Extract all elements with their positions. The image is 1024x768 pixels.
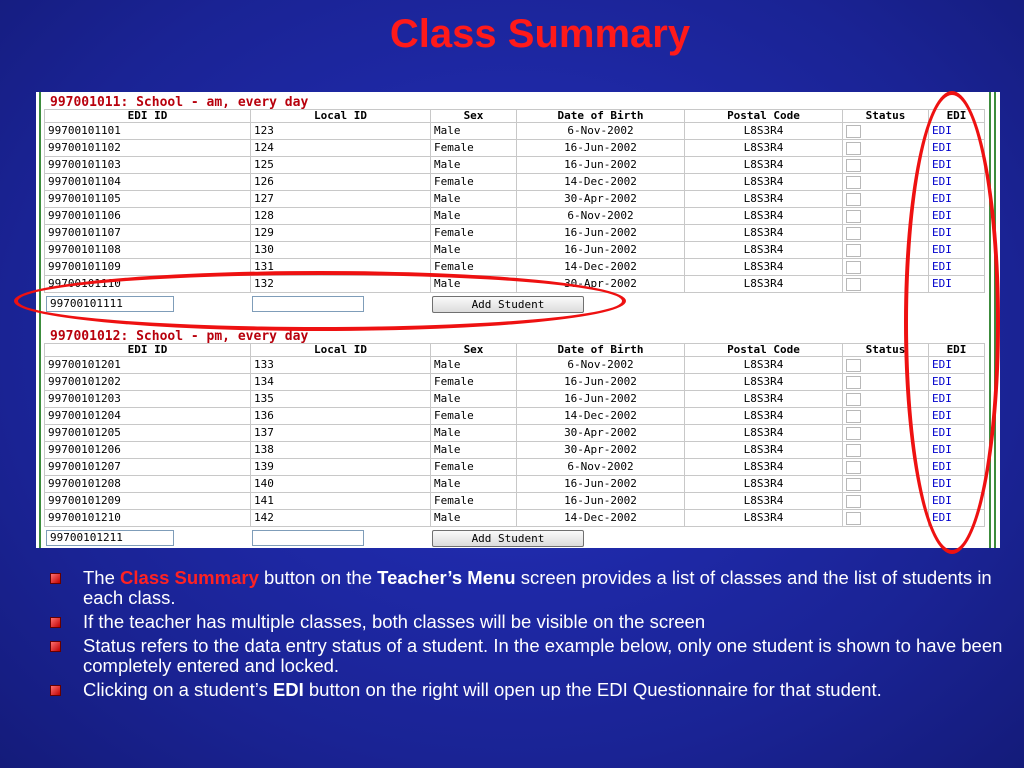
cell-edi-id: 99700101103 bbox=[45, 157, 251, 174]
cell-edi bbox=[929, 391, 985, 408]
cell-status bbox=[843, 510, 929, 527]
cell-date-of-birth: 14-Dec-2002 bbox=[517, 510, 685, 527]
table-row bbox=[45, 208, 985, 225]
cell-date-of-birth: 16-Jun-2002 bbox=[517, 140, 685, 157]
cell-sex: Female bbox=[431, 493, 517, 510]
cell-date-of-birth: 14-Dec-2002 bbox=[517, 259, 685, 276]
cell-edi bbox=[929, 276, 985, 293]
cell-postal-code: L8S3R4 bbox=[685, 425, 843, 442]
cell-date-of-birth: 30-Apr-2002 bbox=[517, 442, 685, 459]
add-student-button[interactable]: Add Student bbox=[432, 530, 584, 547]
cell-local-id: 137 bbox=[251, 425, 431, 442]
cell-status bbox=[843, 157, 929, 174]
cell-date-of-birth: 14-Dec-2002 bbox=[517, 408, 685, 425]
status-checkbox[interactable] bbox=[846, 393, 861, 406]
edi-link[interactable]: EDI bbox=[932, 141, 952, 154]
cell-postal-code: L8S3R4 bbox=[685, 357, 843, 374]
status-checkbox[interactable] bbox=[846, 176, 861, 189]
cell-edi bbox=[929, 191, 985, 208]
table-row bbox=[45, 493, 985, 510]
cell-date-of-birth: 6-Nov-2002 bbox=[517, 123, 685, 140]
cell-status bbox=[843, 242, 929, 259]
cell-postal-code: L8S3R4 bbox=[685, 493, 843, 510]
cell-edi bbox=[929, 208, 985, 225]
cell-local-id: 131 bbox=[251, 259, 431, 276]
cell-sex: Male bbox=[431, 208, 517, 225]
cell-date-of-birth: 16-Jun-2002 bbox=[517, 374, 685, 391]
cell-edi bbox=[929, 174, 985, 191]
cell-postal-code: L8S3R4 bbox=[685, 276, 843, 293]
column-header-edi: EDI bbox=[929, 110, 985, 123]
status-checkbox[interactable] bbox=[846, 495, 861, 508]
cell-edi-id: 99700101102 bbox=[45, 140, 251, 157]
cell-local-id: 142 bbox=[251, 510, 431, 527]
table-row bbox=[45, 276, 985, 293]
cell-edi bbox=[929, 123, 985, 140]
cell-edi bbox=[929, 408, 985, 425]
cell-local-id: 124 bbox=[251, 140, 431, 157]
table-row bbox=[45, 510, 985, 527]
cell-local-id: 127 bbox=[251, 191, 431, 208]
status-checkbox[interactable] bbox=[846, 142, 861, 155]
cell-sex: Female bbox=[431, 259, 517, 276]
cell-date-of-birth: 6-Nov-2002 bbox=[517, 459, 685, 476]
cell-edi-id: 99700101210 bbox=[45, 510, 251, 527]
status-checkbox[interactable] bbox=[846, 261, 861, 274]
cell-status bbox=[843, 208, 929, 225]
edi-link[interactable]: EDI bbox=[932, 426, 952, 439]
table-row bbox=[45, 442, 985, 459]
status-checkbox[interactable] bbox=[846, 376, 861, 389]
cell-sex: Female bbox=[431, 225, 517, 242]
edi-link[interactable]: EDI bbox=[932, 243, 952, 256]
status-checkbox[interactable] bbox=[846, 359, 861, 372]
cell-edi bbox=[929, 493, 985, 510]
status-checkbox[interactable] bbox=[846, 244, 861, 257]
cell-edi-id: 99700101108 bbox=[45, 242, 251, 259]
cell-sex: Male bbox=[431, 123, 517, 140]
cell-local-id: 123 bbox=[251, 123, 431, 140]
column-header-edi-id: EDI ID bbox=[45, 344, 251, 357]
bullet-highlight-class-summary: Class Summary bbox=[120, 567, 259, 588]
bullet-text: Status refers to the data entry status of a student. In the example below, only one student is shown to have been completely entered and locked. bbox=[83, 635, 1003, 676]
cell-postal-code: L8S3R4 bbox=[685, 191, 843, 208]
cell-edi-id: 99700101202 bbox=[45, 374, 251, 391]
class-section-header: 997001011: School - am, every day bbox=[50, 95, 309, 110]
cell-local-id: 126 bbox=[251, 174, 431, 191]
cell-date-of-birth: 16-Jun-2002 bbox=[517, 476, 685, 493]
cell-postal-code: L8S3R4 bbox=[685, 391, 843, 408]
table-row bbox=[45, 123, 985, 140]
cell-edi bbox=[929, 459, 985, 476]
cell-edi-id: 99700101208 bbox=[45, 476, 251, 493]
status-checkbox[interactable] bbox=[846, 427, 861, 440]
cell-edi-id: 99700101207 bbox=[45, 459, 251, 476]
cell-local-id: 132 bbox=[251, 276, 431, 293]
add-student-button[interactable]: Add Student bbox=[432, 296, 584, 313]
cell-edi-id: 99700101204 bbox=[45, 408, 251, 425]
edi-link[interactable]: EDI bbox=[932, 124, 952, 137]
cell-edi bbox=[929, 242, 985, 259]
bullet-text: Clicking on a student’s bbox=[83, 679, 273, 700]
cell-date-of-birth: 30-Apr-2002 bbox=[517, 425, 685, 442]
status-checkbox[interactable] bbox=[846, 278, 861, 291]
cell-status bbox=[843, 459, 929, 476]
column-header-local-id: Local ID bbox=[251, 344, 431, 357]
class-summary-panel bbox=[36, 92, 1000, 548]
cell-edi-id: 99700101107 bbox=[45, 225, 251, 242]
column-header-postal-code: Postal Code bbox=[685, 344, 843, 357]
cell-status bbox=[843, 357, 929, 374]
cell-sex: Female bbox=[431, 408, 517, 425]
cell-date-of-birth: 16-Jun-2002 bbox=[517, 157, 685, 174]
cell-postal-code: L8S3R4 bbox=[685, 242, 843, 259]
edi-link[interactable]: EDI bbox=[932, 226, 952, 239]
cell-date-of-birth: 16-Jun-2002 bbox=[517, 225, 685, 242]
cell-date-of-birth: 16-Jun-2002 bbox=[517, 242, 685, 259]
cell-status bbox=[843, 259, 929, 276]
cell-date-of-birth: 16-Jun-2002 bbox=[517, 493, 685, 510]
cell-edi bbox=[929, 157, 985, 174]
slide-title: Class Summary bbox=[389, 12, 691, 56]
bullet-square-icon bbox=[50, 641, 61, 652]
cell-sex: Male bbox=[431, 357, 517, 374]
table-row bbox=[45, 425, 985, 442]
bullet-list bbox=[50, 568, 1020, 704]
cell-sex: Male bbox=[431, 425, 517, 442]
cell-edi bbox=[929, 510, 985, 527]
status-checkbox[interactable] bbox=[846, 193, 861, 206]
bullet-text: screen provides a list of classes and the list of students in each class. bbox=[83, 567, 992, 608]
table-row bbox=[45, 225, 985, 242]
table-row bbox=[45, 459, 985, 476]
cell-status bbox=[843, 225, 929, 242]
cell-edi-id: 99700101101 bbox=[45, 123, 251, 140]
cell-sex: Male bbox=[431, 442, 517, 459]
cell-local-id: 138 bbox=[251, 442, 431, 459]
column-header-sex: Sex bbox=[431, 344, 517, 357]
cell-edi bbox=[929, 442, 985, 459]
cell-status bbox=[843, 140, 929, 157]
status-checkbox[interactable] bbox=[846, 159, 861, 172]
column-header-edi: EDI bbox=[929, 344, 985, 357]
cell-date-of-birth: 6-Nov-2002 bbox=[517, 357, 685, 374]
edi-link[interactable]: EDI bbox=[932, 392, 952, 405]
cell-edi bbox=[929, 357, 985, 374]
column-header-date-of-birth: Date of Birth bbox=[517, 110, 685, 123]
cell-local-id: 140 bbox=[251, 476, 431, 493]
cell-edi-id: 99700101110 bbox=[45, 276, 251, 293]
cell-local-id: 129 bbox=[251, 225, 431, 242]
cell-postal-code: L8S3R4 bbox=[685, 510, 843, 527]
edi-link[interactable]: EDI bbox=[932, 409, 952, 422]
status-checkbox[interactable] bbox=[846, 227, 861, 240]
cell-edi-id: 99700101106 bbox=[45, 208, 251, 225]
cell-sex: Male bbox=[431, 242, 517, 259]
cell-sex: Male bbox=[431, 476, 517, 493]
cell-edi-id: 99700101206 bbox=[45, 442, 251, 459]
cell-date-of-birth: 6-Nov-2002 bbox=[517, 208, 685, 225]
bullet-item-edi-button bbox=[50, 680, 1020, 700]
class-section bbox=[44, 96, 984, 315]
status-checkbox[interactable] bbox=[846, 512, 861, 525]
cell-edi bbox=[929, 140, 985, 157]
cell-edi-id: 99700101203 bbox=[45, 391, 251, 408]
column-header-sex: Sex bbox=[431, 110, 517, 123]
cell-sex: Female bbox=[431, 174, 517, 191]
new-local-id-input[interactable] bbox=[252, 296, 364, 312]
status-checkbox[interactable] bbox=[846, 410, 861, 423]
bullet-text: button on the bbox=[258, 567, 378, 588]
status-checkbox[interactable] bbox=[846, 444, 861, 457]
edi-link[interactable]: EDI bbox=[932, 494, 952, 507]
table-row bbox=[45, 157, 985, 174]
cell-sex: Female bbox=[431, 459, 517, 476]
new-local-id-input[interactable] bbox=[252, 530, 364, 546]
edi-link[interactable]: EDI bbox=[932, 277, 952, 290]
add-student-row bbox=[44, 293, 984, 315]
cell-postal-code: L8S3R4 bbox=[685, 259, 843, 276]
cell-local-id: 135 bbox=[251, 391, 431, 408]
table-row bbox=[45, 259, 985, 276]
add-student-row bbox=[44, 527, 984, 548]
cell-edi-id: 99700101201 bbox=[45, 357, 251, 374]
cell-status bbox=[843, 442, 929, 459]
column-header-status: Status bbox=[843, 344, 929, 357]
table-row bbox=[45, 391, 985, 408]
cell-local-id: 134 bbox=[251, 374, 431, 391]
bullet-square-icon bbox=[50, 617, 61, 628]
cell-local-id: 139 bbox=[251, 459, 431, 476]
bullet-square-icon bbox=[50, 685, 61, 696]
bullet-highlight-teachers-menu: Teacher’s Menu bbox=[377, 567, 516, 588]
cell-edi-id: 99700101104 bbox=[45, 174, 251, 191]
cell-sex: Male bbox=[431, 276, 517, 293]
column-header-local-id: Local ID bbox=[251, 110, 431, 123]
cell-local-id: 136 bbox=[251, 408, 431, 425]
bullet-square-icon bbox=[50, 573, 61, 584]
status-checkbox[interactable] bbox=[846, 478, 861, 491]
cell-postal-code: L8S3R4 bbox=[685, 157, 843, 174]
edi-link[interactable]: EDI bbox=[932, 511, 952, 524]
cell-status bbox=[843, 476, 929, 493]
new-edi-id-input[interactable]: 99700101111 bbox=[46, 296, 174, 312]
cell-status bbox=[843, 276, 929, 293]
cell-edi bbox=[929, 374, 985, 391]
cell-sex: Male bbox=[431, 157, 517, 174]
cell-sex: Female bbox=[431, 374, 517, 391]
edi-link[interactable]: EDI bbox=[932, 209, 952, 222]
bullet-text: button on the right will open up the EDI Questionnaire for that student. bbox=[303, 679, 882, 700]
cell-edi-id: 99700101109 bbox=[45, 259, 251, 276]
edi-link[interactable]: EDI bbox=[932, 460, 952, 473]
cell-edi-id: 99700101105 bbox=[45, 191, 251, 208]
cell-status bbox=[843, 374, 929, 391]
cell-status bbox=[843, 123, 929, 140]
table-row bbox=[45, 191, 985, 208]
class-section bbox=[44, 330, 984, 548]
cell-status bbox=[843, 493, 929, 510]
cell-postal-code: L8S3R4 bbox=[685, 225, 843, 242]
table-row bbox=[45, 476, 985, 493]
edi-link[interactable]: EDI bbox=[932, 260, 952, 273]
cell-postal-code: L8S3R4 bbox=[685, 459, 843, 476]
cell-postal-code: L8S3R4 bbox=[685, 374, 843, 391]
edi-link[interactable]: EDI bbox=[932, 158, 952, 171]
new-edi-id-input[interactable]: 99700101211 bbox=[46, 530, 174, 546]
cell-edi bbox=[929, 425, 985, 442]
bullet-highlight-edi: EDI bbox=[272, 679, 304, 700]
column-header-date-of-birth: Date of Birth bbox=[517, 344, 685, 357]
table-row bbox=[45, 374, 985, 391]
student-table bbox=[44, 109, 985, 293]
cell-sex: Male bbox=[431, 510, 517, 527]
cell-local-id: 128 bbox=[251, 208, 431, 225]
table-header-row bbox=[45, 110, 985, 123]
cell-sex: Female bbox=[431, 140, 517, 157]
bullet-item-status bbox=[50, 636, 1020, 676]
edi-link[interactable]: EDI bbox=[932, 192, 952, 205]
cell-status bbox=[843, 191, 929, 208]
edi-link[interactable]: EDI bbox=[932, 443, 952, 456]
cell-postal-code: L8S3R4 bbox=[685, 174, 843, 191]
cell-postal-code: L8S3R4 bbox=[685, 408, 843, 425]
cell-local-id: 141 bbox=[251, 493, 431, 510]
cell-status bbox=[843, 174, 929, 191]
bullet-item-multiple-classes bbox=[50, 612, 1020, 632]
cell-sex: Male bbox=[431, 391, 517, 408]
status-checkbox[interactable] bbox=[846, 210, 861, 223]
cell-postal-code: L8S3R4 bbox=[685, 442, 843, 459]
cell-edi bbox=[929, 259, 985, 276]
column-header-status: Status bbox=[843, 110, 929, 123]
cell-local-id: 130 bbox=[251, 242, 431, 259]
column-header-edi-id: EDI ID bbox=[45, 110, 251, 123]
bullet-item-class-summary bbox=[50, 568, 1020, 608]
cell-postal-code: L8S3R4 bbox=[685, 123, 843, 140]
cell-postal-code: L8S3R4 bbox=[685, 476, 843, 493]
cell-date-of-birth: 30-Apr-2002 bbox=[517, 191, 685, 208]
status-checkbox[interactable] bbox=[846, 461, 861, 474]
panel-left-border bbox=[39, 92, 41, 548]
cell-status bbox=[843, 408, 929, 425]
table-row bbox=[45, 140, 985, 157]
cell-date-of-birth: 30-Apr-2002 bbox=[517, 276, 685, 293]
cell-edi-id: 99700101209 bbox=[45, 493, 251, 510]
panel-right-border-outer bbox=[994, 92, 996, 548]
cell-edi-id: 99700101205 bbox=[45, 425, 251, 442]
edi-link[interactable]: EDI bbox=[932, 175, 952, 188]
class-section-header: 997001012: School - pm, every day bbox=[50, 329, 309, 344]
column-header-postal-code: Postal Code bbox=[685, 110, 843, 123]
cell-edi bbox=[929, 476, 985, 493]
cell-local-id: 133 bbox=[251, 357, 431, 374]
cell-local-id: 125 bbox=[251, 157, 431, 174]
table-row bbox=[45, 408, 985, 425]
bullet-text: If the teacher has multiple classes, both classes will be visible on the screen bbox=[83, 611, 706, 632]
table-row bbox=[45, 242, 985, 259]
status-checkbox[interactable] bbox=[846, 125, 861, 138]
cell-postal-code: L8S3R4 bbox=[685, 140, 843, 157]
cell-postal-code: L8S3R4 bbox=[685, 208, 843, 225]
cell-edi bbox=[929, 225, 985, 242]
table-row bbox=[45, 357, 985, 374]
table-row bbox=[45, 174, 985, 191]
edi-link[interactable]: EDI bbox=[932, 358, 952, 371]
cell-sex: Male bbox=[431, 191, 517, 208]
student-table bbox=[44, 343, 985, 527]
table-header-row bbox=[45, 344, 985, 357]
cell-date-of-birth: 16-Jun-2002 bbox=[517, 391, 685, 408]
bullet-text: The bbox=[83, 567, 121, 588]
cell-status bbox=[843, 391, 929, 408]
cell-date-of-birth: 14-Dec-2002 bbox=[517, 174, 685, 191]
edi-link[interactable]: EDI bbox=[932, 477, 952, 490]
edi-link[interactable]: EDI bbox=[932, 375, 952, 388]
cell-status bbox=[843, 425, 929, 442]
panel-right-border bbox=[989, 92, 991, 548]
